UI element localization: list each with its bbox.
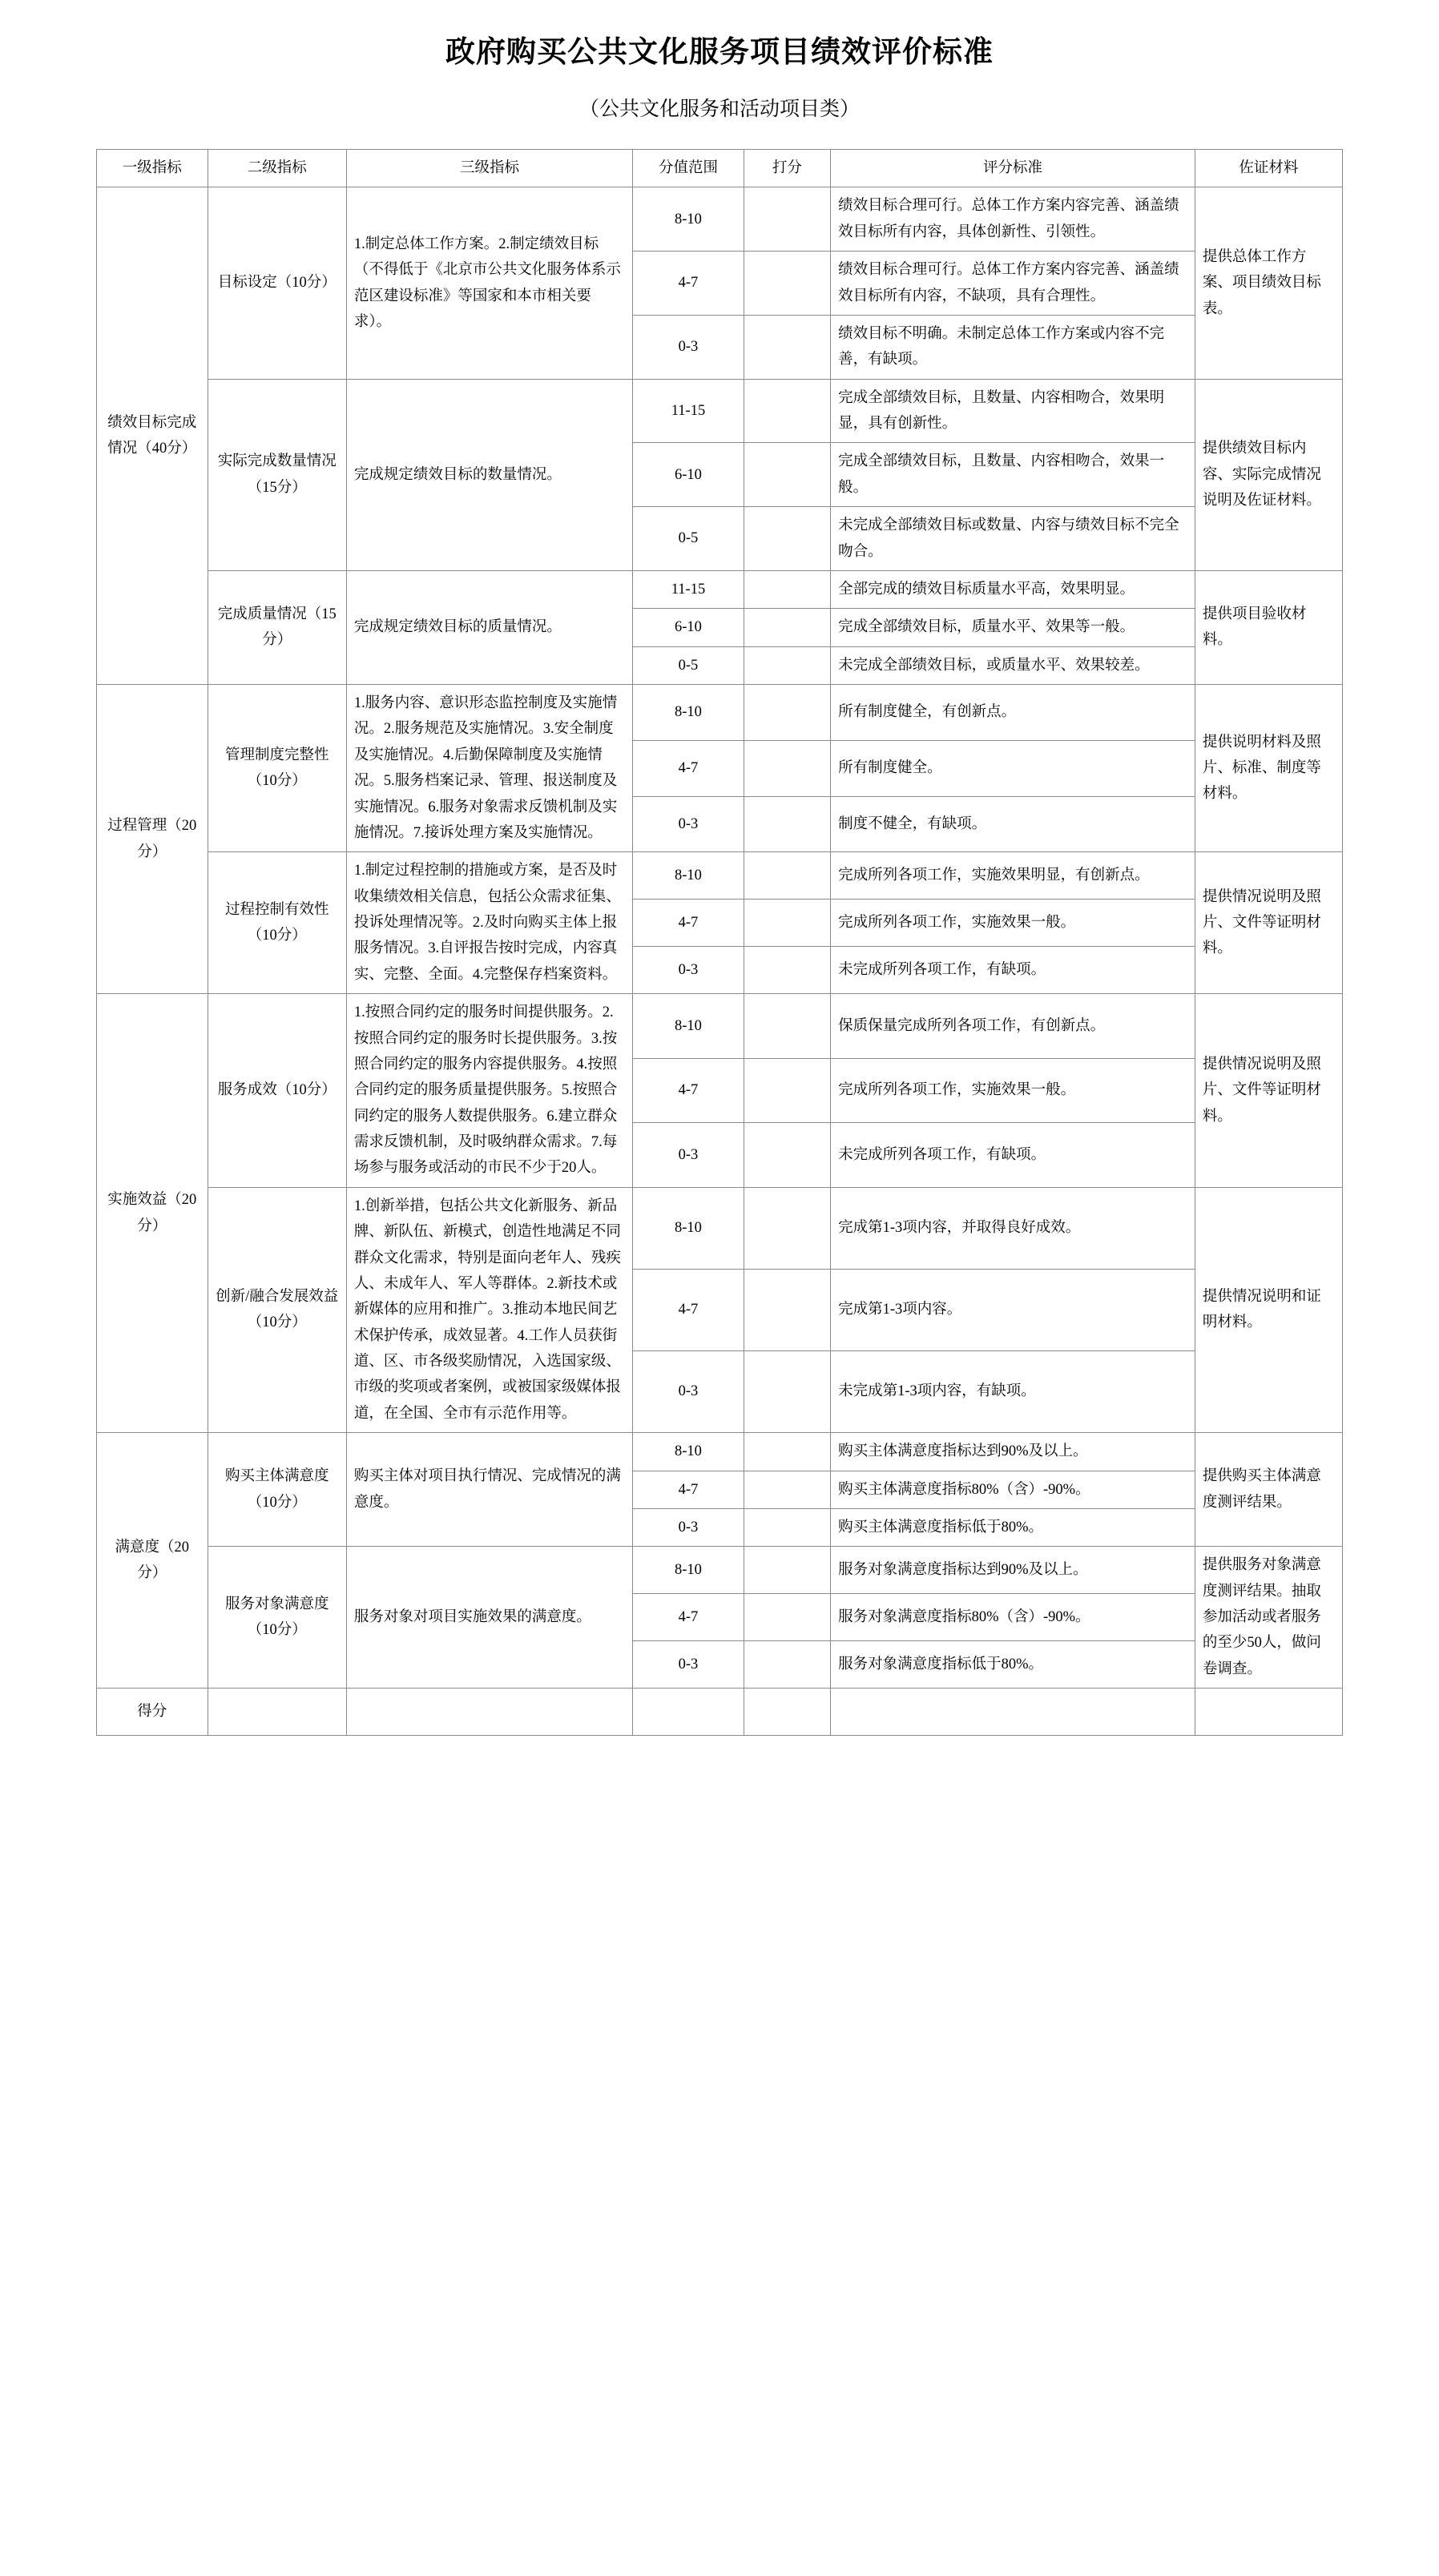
evaluation-table bbox=[96, 149, 1343, 1736]
cell-level2-indicator: 购买主体满意度（10分） bbox=[208, 1433, 346, 1547]
cell-scoring-criteria: 未完成全部绩效目标，或质量水平、效果较差。 bbox=[831, 646, 1195, 684]
cell-scoring-criteria: 购买主体满意度指标80%（含）-90%。 bbox=[831, 1471, 1195, 1508]
cell-scoring-criteria: 所有制度健全，有创新点。 bbox=[831, 685, 1195, 741]
cell-level2-indicator: 完成质量情况（15分） bbox=[208, 570, 346, 684]
cell-score-input[interactable] bbox=[744, 1508, 830, 1546]
table-row bbox=[97, 852, 1343, 900]
cell-score-range: 0-3 bbox=[633, 1641, 744, 1688]
cell-level3-indicator: 1.制定总体工作方案。2.制定绩效目标（不得低于《北京市公共文化服务体系示范区建设标准》等国家和本市相关要求）。 bbox=[346, 187, 632, 379]
cell-level2-indicator: 服务对象满意度（10分） bbox=[208, 1547, 346, 1688]
cell-score-input[interactable] bbox=[744, 1351, 830, 1433]
cell-score-range: 4-7 bbox=[633, 740, 744, 796]
column-header-evidence: 佐证材料 bbox=[1195, 150, 1342, 187]
cell-score-range: 4-7 bbox=[633, 1058, 744, 1123]
cell-scoring-criteria: 完成全部绩效目标，且数量、内容相吻合，效果一般。 bbox=[831, 443, 1195, 507]
cell-level3-indicator: 完成规定绩效目标的数量情况。 bbox=[346, 379, 632, 570]
cell-scoring-criteria: 完成第1-3项内容。 bbox=[831, 1269, 1195, 1350]
table-body bbox=[97, 187, 1343, 1688]
cell-score-range: 0-3 bbox=[633, 947, 744, 994]
cell-level1-indicator: 实施效益（20分） bbox=[97, 994, 208, 1433]
cell-score-input[interactable] bbox=[744, 852, 830, 900]
cell-evidence-material: 提供服务对象满意度测评结果。抽取参加活动或者服务的至少50人，做问卷调查。 bbox=[1195, 1547, 1342, 1688]
cell-score-input[interactable] bbox=[744, 609, 830, 646]
cell-scoring-criteria: 购买主体满意度指标达到90%及以上。 bbox=[831, 1433, 1195, 1471]
cell-level1-indicator: 绩效目标完成情况（40分） bbox=[97, 187, 208, 685]
cell-score-range: 8-10 bbox=[633, 994, 744, 1059]
table-row bbox=[97, 1433, 1343, 1471]
cell-score-input[interactable] bbox=[744, 1641, 830, 1688]
cell-score-range: 8-10 bbox=[633, 685, 744, 741]
cell-level2-indicator: 管理制度完整性（10分） bbox=[208, 685, 346, 852]
cell-score-range: 11-15 bbox=[633, 570, 744, 608]
cell-scoring-criteria: 保质保量完成所列各项工作，有创新点。 bbox=[831, 994, 1195, 1059]
cell-score-input[interactable] bbox=[744, 1594, 830, 1641]
cell-score-range: 4-7 bbox=[633, 900, 744, 947]
total-score-value-cell[interactable] bbox=[744, 1688, 830, 1736]
cell-scoring-criteria: 完成所列各项工作，实施效果明显，有创新点。 bbox=[831, 852, 1195, 900]
cell-level2-indicator: 过程控制有效性（10分） bbox=[208, 852, 346, 994]
cell-score-input[interactable] bbox=[744, 1433, 830, 1471]
cell-score-input[interactable] bbox=[744, 1269, 830, 1350]
cell-level3-indicator: 1.服务内容、意识形态监控制度及实施情况。2.服务规范及实施情况。3.安全制度及实施情况。4.后勤保障制度及实施情况。5.服务档案记录、管理、报送制度及实施情况。6.服务对象需求反馈机制及实施情况。7.接诉处理方案及实施情况。 bbox=[346, 685, 632, 852]
table-header-row bbox=[97, 150, 1343, 187]
total-score-lvl2-cell bbox=[208, 1688, 346, 1736]
cell-score-range: 0-3 bbox=[633, 1123, 744, 1188]
total-score-label: 得分 bbox=[97, 1688, 208, 1736]
cell-score-range: 0-5 bbox=[633, 507, 744, 571]
cell-scoring-criteria: 绩效目标合理可行。总体工作方案内容完善、涵盖绩效目标所有内容，具体创新性、引领性。 bbox=[831, 187, 1195, 252]
cell-scoring-criteria: 制度不健全，有缺项。 bbox=[831, 796, 1195, 852]
column-header-lvl2: 二级指标 bbox=[208, 150, 346, 187]
cell-evidence-material: 提供项目验收材料。 bbox=[1195, 570, 1342, 684]
cell-score-range: 4-7 bbox=[633, 252, 744, 316]
table-row bbox=[97, 570, 1343, 608]
total-score-evidence-cell bbox=[1195, 1688, 1342, 1736]
cell-score-input[interactable] bbox=[744, 443, 830, 507]
total-score-row bbox=[97, 1688, 1343, 1736]
cell-evidence-material: 提供绩效目标内容、实际完成情况说明及佐证材料。 bbox=[1195, 379, 1342, 570]
cell-level3-indicator: 1.创新举措，包括公共文化新服务、新品牌、新队伍、新模式，创造性地满足不同群众文化需求，特别是面向老年人、残疾人、未成年人、军人等群体。2.新技术或新媒体的应用和推广。3.推动本地民间艺术保护传承，成效显著。4.工作人员获街道、区、市各级奖励情况，入选国家级、市级的奖项或者案例，或被国家级媒体报道，在全国、全市有示范作用等。 bbox=[346, 1187, 632, 1432]
cell-level1-indicator: 满意度（20分） bbox=[97, 1433, 208, 1688]
cell-scoring-criteria: 完成全部绩效目标，质量水平、效果等一般。 bbox=[831, 609, 1195, 646]
cell-score-range: 4-7 bbox=[633, 1269, 744, 1350]
cell-scoring-criteria: 绩效目标合理可行。总体工作方案内容完善、涵盖绩效目标所有内容，不缺项，具有合理性。 bbox=[831, 252, 1195, 316]
total-score-criteria-cell bbox=[831, 1688, 1195, 1736]
cell-level3-indicator: 完成规定绩效目标的质量情况。 bbox=[346, 570, 632, 684]
cell-level3-indicator: 购买主体对项目执行情况、完成情况的满意度。 bbox=[346, 1433, 632, 1547]
cell-evidence-material: 提供购买主体满意度测评结果。 bbox=[1195, 1433, 1342, 1547]
cell-level3-indicator: 服务对象对项目实施效果的满意度。 bbox=[346, 1547, 632, 1688]
cell-score-range: 0-3 bbox=[633, 1351, 744, 1433]
total-score-lvl3-cell bbox=[346, 1688, 632, 1736]
cell-score-range: 8-10 bbox=[633, 1433, 744, 1471]
cell-score-input[interactable] bbox=[744, 1187, 830, 1269]
cell-score-input[interactable] bbox=[744, 1547, 830, 1594]
cell-score-input[interactable] bbox=[744, 252, 830, 316]
table-row bbox=[97, 1547, 1343, 1594]
cell-level3-indicator: 1.制定过程控制的措施或方案，是否及时收集绩效相关信息，包括公众需求征集、投诉处理情况等。2.及时向购买主体上报服务情况。3.自评报告按时完成，内容真实、完整、全面。4.完整保存档案资料。 bbox=[346, 852, 632, 994]
cell-score-input[interactable] bbox=[744, 507, 830, 571]
cell-score-input[interactable] bbox=[744, 315, 830, 379]
table-row bbox=[97, 994, 1343, 1059]
cell-score-input[interactable] bbox=[744, 187, 830, 252]
cell-score-range: 6-10 bbox=[633, 443, 744, 507]
cell-level2-indicator: 服务成效（10分） bbox=[208, 994, 346, 1188]
cell-score-range: 0-3 bbox=[633, 1508, 744, 1546]
cell-score-input[interactable] bbox=[744, 947, 830, 994]
cell-score-input[interactable] bbox=[744, 570, 830, 608]
cell-score-input[interactable] bbox=[744, 740, 830, 796]
cell-scoring-criteria: 完成全部绩效目标，且数量、内容相吻合，效果明显，具有创新性。 bbox=[831, 379, 1195, 443]
cell-score-input[interactable] bbox=[744, 900, 830, 947]
table-row bbox=[97, 1187, 1343, 1269]
cell-score-input[interactable] bbox=[744, 796, 830, 852]
column-header-score: 打分 bbox=[744, 150, 830, 187]
cell-score-input[interactable] bbox=[744, 1123, 830, 1188]
cell-score-range: 0-3 bbox=[633, 796, 744, 852]
column-header-range: 分值范围 bbox=[633, 150, 744, 187]
table-row bbox=[97, 685, 1343, 741]
cell-scoring-criteria: 购买主体满意度指标低于80%。 bbox=[831, 1508, 1195, 1546]
cell-score-range: 4-7 bbox=[633, 1471, 744, 1508]
table-row bbox=[97, 187, 1343, 252]
cell-scoring-criteria: 完成第1-3项内容，并取得良好成效。 bbox=[831, 1187, 1195, 1269]
cell-score-range: 11-15 bbox=[633, 379, 744, 443]
cell-scoring-criteria: 完成所列各项工作，实施效果一般。 bbox=[831, 1058, 1195, 1123]
cell-score-input[interactable] bbox=[744, 1058, 830, 1123]
page-subtitle: （公共文化服务和活动项目类） bbox=[578, 99, 860, 120]
cell-scoring-criteria: 服务对象满意度指标80%（含）-90%。 bbox=[831, 1594, 1195, 1641]
cell-evidence-material: 提供情况说明和证明材料。 bbox=[1195, 1187, 1342, 1432]
cell-score-input[interactable] bbox=[744, 379, 830, 443]
cell-score-range: 6-10 bbox=[633, 609, 744, 646]
cell-evidence-material: 提供总体工作方案、项目绩效目标表。 bbox=[1195, 187, 1342, 379]
cell-score-range: 8-10 bbox=[633, 852, 744, 900]
table-row bbox=[97, 379, 1343, 443]
cell-score-range: 0-5 bbox=[633, 646, 744, 684]
cell-scoring-criteria: 未完成第1-3项内容，有缺项。 bbox=[831, 1351, 1195, 1433]
cell-score-range: 0-3 bbox=[633, 315, 744, 379]
page-title: 政府购买公共文化服务项目绩效评价标准 bbox=[445, 35, 994, 68]
total-score-range-cell bbox=[633, 1688, 744, 1736]
cell-evidence-material: 提供情况说明及照片、文件等证明材料。 bbox=[1195, 994, 1342, 1188]
cell-score-range: 4-7 bbox=[633, 1594, 744, 1641]
cell-level1-indicator: 过程管理（20分） bbox=[97, 685, 208, 994]
cell-score-range: 8-10 bbox=[633, 1187, 744, 1269]
cell-score-range: 8-10 bbox=[633, 187, 744, 252]
cell-level2-indicator: 创新/融合发展效益（10分） bbox=[208, 1187, 346, 1432]
cell-scoring-criteria: 服务对象满意度指标低于80%。 bbox=[831, 1641, 1195, 1688]
cell-score-input[interactable] bbox=[744, 994, 830, 1059]
cell-score-input[interactable] bbox=[744, 1471, 830, 1508]
cell-evidence-material: 提供说明材料及照片、标准、制度等材料。 bbox=[1195, 685, 1342, 852]
cell-scoring-criteria: 服务对象满意度指标达到90%及以上。 bbox=[831, 1547, 1195, 1594]
cell-score-input[interactable] bbox=[744, 646, 830, 684]
cell-level3-indicator: 1.按照合同约定的服务时间提供服务。2.按照合同约定的服务时长提供服务。3.按照合同约定的服务内容提供服务。4.按照合同约定的服务质量提供服务。5.按照合同约定的服务人数提供服务。6.建立群众需求反馈机制，及时吸纳群众需求。7.每场参与服务或活动的市民不少于20人。 bbox=[346, 994, 632, 1188]
cell-scoring-criteria: 绩效目标不明确。未制定总体工作方案或内容不完善，有缺项。 bbox=[831, 315, 1195, 379]
cell-scoring-criteria: 未完成所列各项工作，有缺项。 bbox=[831, 947, 1195, 994]
cell-scoring-criteria: 完成所列各项工作，实施效果一般。 bbox=[831, 900, 1195, 947]
cell-evidence-material: 提供情况说明及照片、文件等证明材料。 bbox=[1195, 852, 1342, 994]
cell-scoring-criteria: 全部完成的绩效目标质量水平高，效果明显。 bbox=[831, 570, 1195, 608]
column-header-criteria: 评分标准 bbox=[831, 150, 1195, 187]
column-header-lvl3: 三级指标 bbox=[346, 150, 632, 187]
cell-scoring-criteria: 未完成全部绩效目标或数量、内容与绩效目标不完全吻合。 bbox=[831, 507, 1195, 571]
cell-score-range: 8-10 bbox=[633, 1547, 744, 1594]
cell-level2-indicator: 实际完成数量情况（15分） bbox=[208, 379, 346, 570]
cell-level2-indicator: 目标设定（10分） bbox=[208, 187, 346, 379]
cell-score-input[interactable] bbox=[744, 685, 830, 741]
cell-scoring-criteria: 所有制度健全。 bbox=[831, 740, 1195, 796]
column-header-lvl1: 一级指标 bbox=[97, 150, 208, 187]
cell-scoring-criteria: 未完成所列各项工作，有缺项。 bbox=[831, 1123, 1195, 1188]
